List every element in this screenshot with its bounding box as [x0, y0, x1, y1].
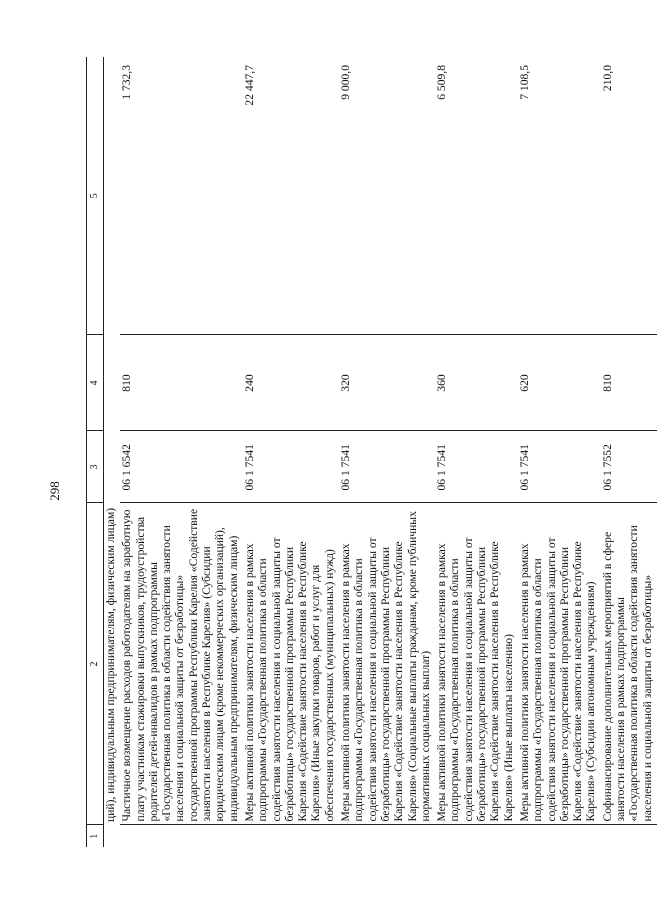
rotated-page-content [86, 57, 654, 847]
column-header-5: 5 [87, 57, 104, 335]
table-row [120, 57, 243, 847]
column-header-2: 2 [87, 503, 104, 825]
row-name: Меры активной политики занятости населения в рамках подпрограммы «Государственная политика в области содействия занятости населения и социальной защиты от безработицы» государственной программы Республики Карелия «Содействие занятости населения в Республике Карелия» (Иные закупки товаров, работ и услуг для обеспечения государственных (муниципальных) нужд) [243, 503, 339, 825]
row-name: Меры активной политики занятости населения в рамках подпрограммы «Государственная политика в области содействия занятости населения и социальной защиты от безработицы» государственной программы Республики Карелия «Содействие занятости населения в Республике Карелия» (Иные выплаты населению) [435, 503, 518, 825]
row-amount: 210,0 [601, 57, 657, 335]
row-amount: 9 000,0 [339, 57, 435, 335]
row-amount: 6 509,8 [435, 57, 518, 335]
row-target-code: 06 1 7552 [601, 431, 657, 503]
row-expense-kind: 240 [243, 335, 339, 431]
table-row [243, 57, 339, 847]
row-target-code: 06 1 7541 [243, 431, 339, 503]
row-name: Меры активной политики занятости населения в рамках подпрограммы «Государственная политика в области содействия занятости населения и социальной защиты от безработицы» государственной программы Республики Карелия «Содействие занятости населения в Республике Карелия» (Субсидии автономным учреждениям) [518, 503, 601, 825]
row-target-code: 06 1 7541 [339, 431, 435, 503]
row-continuation-text: ций), индивидуальным предпринимателям, физическим лицам) [104, 507, 117, 822]
row-expense-kind: 360 [435, 335, 518, 431]
column-header-1: 1 [87, 825, 104, 847]
row-target-code: 06 1 6542 [120, 431, 243, 503]
table-row [435, 57, 518, 847]
table-row-continuation [104, 57, 121, 847]
row-expense-kind: 620 [518, 335, 601, 431]
table-header-row [87, 57, 104, 847]
row-target-code: 06 1 7541 [435, 431, 518, 503]
column-header-4: 4 [87, 335, 104, 431]
row-amount: 1 732,3 [120, 57, 243, 335]
table-row [339, 57, 435, 847]
row-name: Софинансирование дополнительных мероприятий в сфере занятости населения в рамках подпрограммы «Государственная политика в области содействия занятости населения и социальной защиты от безработицы» [601, 503, 657, 825]
column-header-3: 3 [87, 431, 104, 503]
row-name: Частичное возмещение расходов работодателям на заработную плату участникам стажировки выпускников, трудоустройства родителей детей-инвалидов в рамках подпрограммы «Государственная политика в области содействия занятости населения и социальной защиты от безработицы» государственной программы Республики Карелия «Содействие занятости населения в Республике Карелия» (Субсидии юридическим лицам (кроме некоммерческих организаций), индивидуальным предпринимателям, физическим лицам) [120, 503, 243, 825]
row-target-code: 06 1 7541 [518, 431, 601, 503]
page-number [40, 476, 70, 506]
row-expense-kind: 320 [339, 335, 435, 431]
row-amount: 22 447,7 [243, 57, 339, 335]
row-expense-kind: 810 [120, 335, 243, 431]
table-row [518, 57, 601, 847]
row-name: Меры активной политики занятости населения в рамках подпрограммы «Государственная политика в области содействия занятости населения и социальной защиты от безработицы» государственной программы Республики Карелия «Содействие занятости населения в Республике Карелия» (Социальные выплаты гражданам, кроме публичных нормативных социальных выплат) [339, 503, 435, 825]
table-row [601, 57, 657, 847]
row-amount: 7 108,5 [518, 57, 601, 335]
budget-table [86, 57, 657, 847]
page-number-text: 298 [47, 481, 62, 501]
row-expense-kind: 810 [601, 335, 657, 431]
